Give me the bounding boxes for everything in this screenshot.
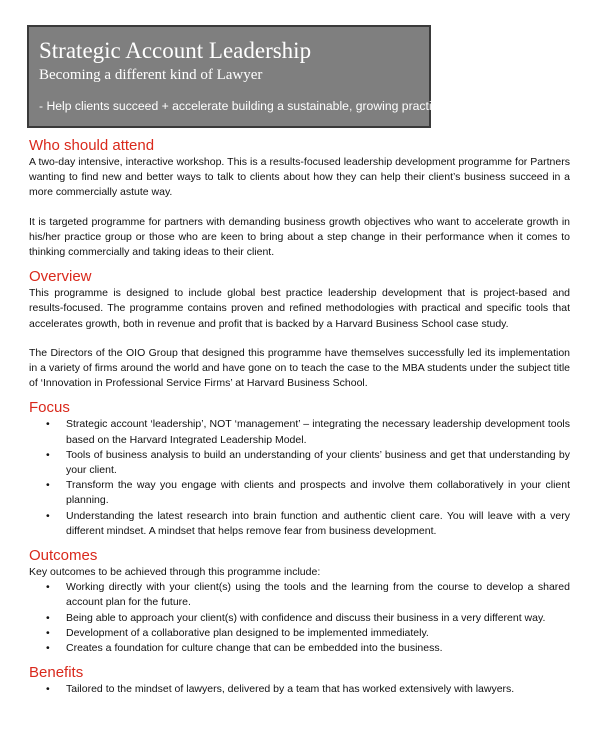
list-item xyxy=(29,417,570,447)
section-heading: Focus xyxy=(29,399,70,417)
list-item-text: Strategic account ‘leadership’, NOT ‘management’ – integrating the necessary leadership development tools based on the Harvard Integrated Leadership Model. xyxy=(66,418,570,446)
list-item xyxy=(29,626,570,641)
section-benefits xyxy=(29,664,570,697)
bullet-icon: • xyxy=(46,448,50,461)
bullet-icon: • xyxy=(46,418,50,431)
bullet-icon: • xyxy=(46,642,50,655)
paragraph: Key outcomes to be achieved through this programme include: xyxy=(29,566,321,579)
list-item-text: Tools of business analysis to build an understanding of your clients’ business and get that understanding by your client. xyxy=(66,448,570,477)
paragraph: It is targeted programme for partners with demanding business growth objectives who want to accelerate growth in his/her practice group or those who are keen to bring about a step change in their performance when it comes to thinking commercially and taking ideas to their client. xyxy=(29,215,570,259)
paragraph: The Directors of the OIO Group that designed this programme have themselves successfully led its implementation in a variety of firms around the world and have gone on to teach the case to the MBA students under the subject title of ‘Innovation in Professional Service Firms’ at Harvard Business School. xyxy=(29,346,570,390)
bullet-icon: • xyxy=(46,479,50,492)
list-item xyxy=(29,682,570,697)
document-body xyxy=(29,137,570,697)
list-item xyxy=(29,448,570,478)
outcomes-list xyxy=(29,580,570,656)
list-item-text: Development of a collaborative plan designed to be implemented immediately. xyxy=(66,626,429,639)
document-subtitle: Becoming a different kind of Lawyer xyxy=(39,67,263,83)
header-banner xyxy=(27,25,445,128)
list-item-text: Creates a foundation for culture change that can be embedded into the business. xyxy=(66,642,443,655)
bullet-icon: • xyxy=(46,509,50,522)
list-item xyxy=(29,641,570,656)
focus-list xyxy=(29,417,570,539)
list-item-text: Tailored to the mindset of lawyers, delivered by a team that has worked extensively with lawyers. xyxy=(66,683,515,696)
document-tagline: - Help clients succeed + accelerate building a sustainable, growing practice xyxy=(39,99,445,113)
section-who-should-attend xyxy=(29,137,570,260)
list-item xyxy=(29,580,570,610)
benefits-list xyxy=(29,682,570,697)
bullet-icon: • xyxy=(46,683,50,696)
bullet-icon: • xyxy=(46,626,50,639)
list-item-text: Transform the way you engage with clients and prospects and involve them collaboratively in your client planning. xyxy=(66,479,570,507)
list-item xyxy=(29,611,570,626)
list-item-text: Being able to approach your client(s) with confidence and discuss their business in a very different way. xyxy=(66,611,546,624)
section-overview xyxy=(29,268,570,391)
list-item-text: Working directly with your client(s) using the tools and the learning from the course to develop a shared account plan for the future. xyxy=(66,581,570,609)
section-heading: Outcomes xyxy=(29,547,98,565)
list-item xyxy=(29,478,570,508)
section-heading: Benefits xyxy=(29,664,84,682)
section-focus xyxy=(29,399,570,539)
paragraph: This programme is designed to include global best practice leadership development that is project-based and results-focused. The programme contains proven and refined methodologies with practical and specific tools that accelerates growth, both in revenue and profit that is backed by a Harvard Business School case study. xyxy=(29,287,570,330)
bullet-icon: • xyxy=(46,611,50,624)
paragraph: A two-day intensive, interactive workshop. This is a results-focused leadership development programme for Partners wanting to find new and better ways to talk to clients about how they can help their client’s business succeed in a more commercially astute way. xyxy=(29,156,570,199)
list-item-text: Understanding the latest research into brain function and authentic client care. You will leave with a very different mindset. A mindset that helps remove fear from business development. xyxy=(66,509,570,537)
list-item xyxy=(29,509,570,539)
section-heading: Who should attend xyxy=(29,137,155,154)
document-title: Strategic Account Leadership xyxy=(39,38,312,63)
section-heading: Overview xyxy=(29,268,92,286)
bullet-icon: • xyxy=(46,581,50,594)
section-outcomes xyxy=(29,547,570,656)
